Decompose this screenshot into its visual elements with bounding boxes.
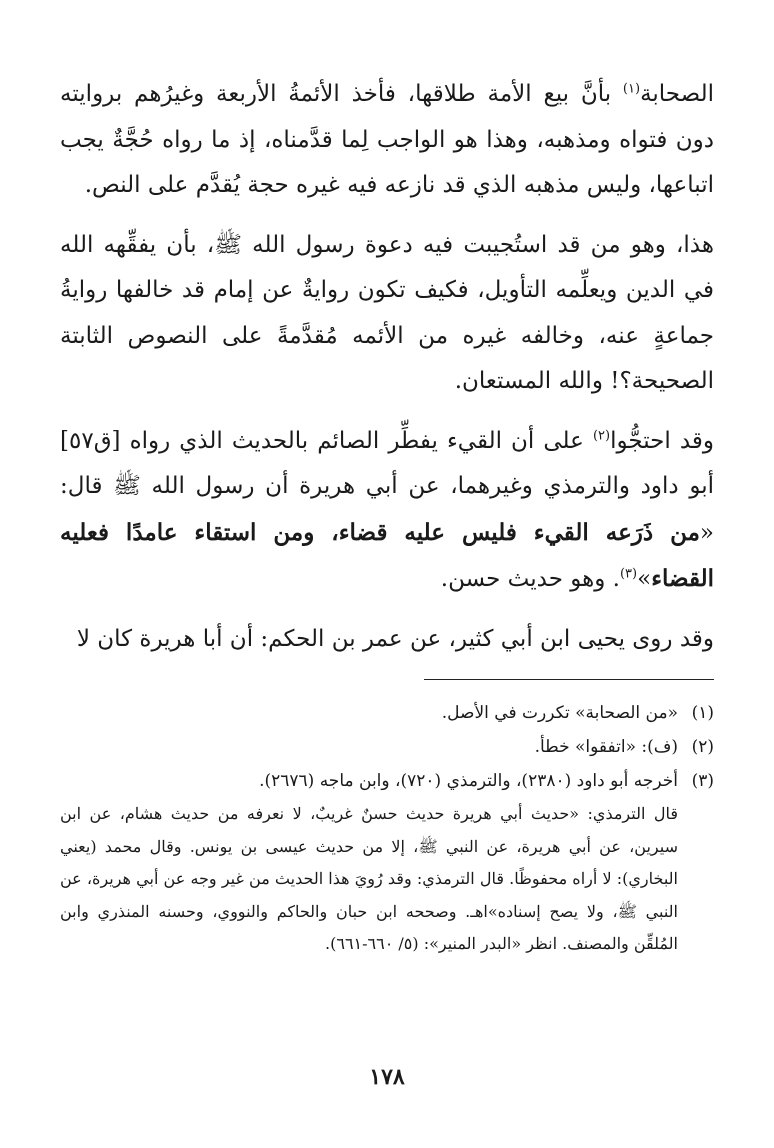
hadith-text: من ذَرَعه القيء فليس عليه قضاء، ومن استقاء عامدًا فعليه القضاء xyxy=(60,518,714,592)
footnote-text: «من الصحابة» تكررت في الأصل. xyxy=(441,703,678,723)
paragraph-1 xyxy=(60,72,714,209)
text-run: » xyxy=(637,566,652,592)
text-run: على أن القيء يفطِّر الصائم بالحديث الذي رواه xyxy=(120,427,593,454)
footnote-ref-2: (٢) xyxy=(592,427,611,443)
footnote-separator xyxy=(424,679,714,680)
footnote-number: (١) xyxy=(691,703,714,723)
text-run: الصحابة xyxy=(640,81,714,107)
main-text xyxy=(60,72,714,662)
text-run: . وهو حديث حسن. xyxy=(440,566,620,592)
footnote-3 xyxy=(60,764,714,798)
text-run: وقد روى يحيى ابن أبي كثير، عن عمر بن الحكم: أن أبا هريرة كان لا xyxy=(76,625,714,652)
footnote-ref-1: (١) xyxy=(622,81,641,97)
footnote-text: (ف): «اتفقوا» خطأ. xyxy=(534,737,678,757)
footnote-number: (٢) xyxy=(691,737,714,757)
footnote-3-detail: قال الترمذي: «حديث أبي هريرة حديث حسنٌ غريبٌ، لا نعرفه من حديث هشام، عن ابن سيرين، عن أبي هريرة، عن النبي ﷺ، إلا من حديث عيسى بن يونس. وقال محمد (يعني البخاري): لا أراه محفوظًا. قال الترمذي: وقد رُويَ هذا الحديث من غير وجه عن أبي هريرة، عن النبي ﷺ، ولا يصح إسناده»اهـ. وصححه ابن حبان والحاكم والنووي، وحسنه المنذري وابن المُلقِّن والمصنف. انظر «البدر المنير»: (٥/ ٦٦٠-٦٦١). xyxy=(60,804,678,953)
paragraph-2 xyxy=(60,223,714,405)
text-run: هذا، وهو من قد استُجيبت فيه دعوة رسول الله ﷺ، بأن يفقِّهه الله في الدين ويعلِّمه التأويل، فكيف تكون روايةٌ عن إمام قد خالفها روايةُ جماعةٍ عنه، وخالفه غيره من الأئمه مُقدَّمةً على النصوص الثابتة الصحيحة؟! والله المستعان. xyxy=(60,231,714,394)
paragraph-4 xyxy=(60,617,714,663)
footnote-text: أخرجه أبو داود (٢٣٨٠)، والترمذي (٧٢٠)، وابن ماجه (٢٦٧٦). xyxy=(259,771,678,791)
footnote-number: (٣) xyxy=(691,771,714,791)
paragraph-3 xyxy=(60,419,714,603)
book-page xyxy=(60,72,714,1112)
footnote-2 xyxy=(60,730,714,764)
footnote-1 xyxy=(60,696,714,730)
footnotes xyxy=(60,696,714,961)
footnote-ref-3: (٣) xyxy=(619,566,638,582)
text-run: وقد احتجُّوا xyxy=(610,427,714,454)
manuscript-folio-marker: [ق٥٧] xyxy=(60,427,121,454)
text-run: أبو داود والترمذي وغيرهما، عن أبي هريرة أن رسول الله ﷺ قال: « xyxy=(60,473,714,546)
text-run: بأنَّ بيع الأمة طلاقها، فأخذ الأئمةُ الأربعة وغيرُهم بروايته دون فتواه ومذهبه، وهذا هو الواجب لِما قدَّمناه، إذ ما رواه حُجَّةٌ يجب اتباعها، وليس مذهبه الذي قد نازعه فيه غيره حجة يُقدَّم على النص. xyxy=(60,81,714,198)
page-number: ١٧٨ xyxy=(369,1064,405,1090)
